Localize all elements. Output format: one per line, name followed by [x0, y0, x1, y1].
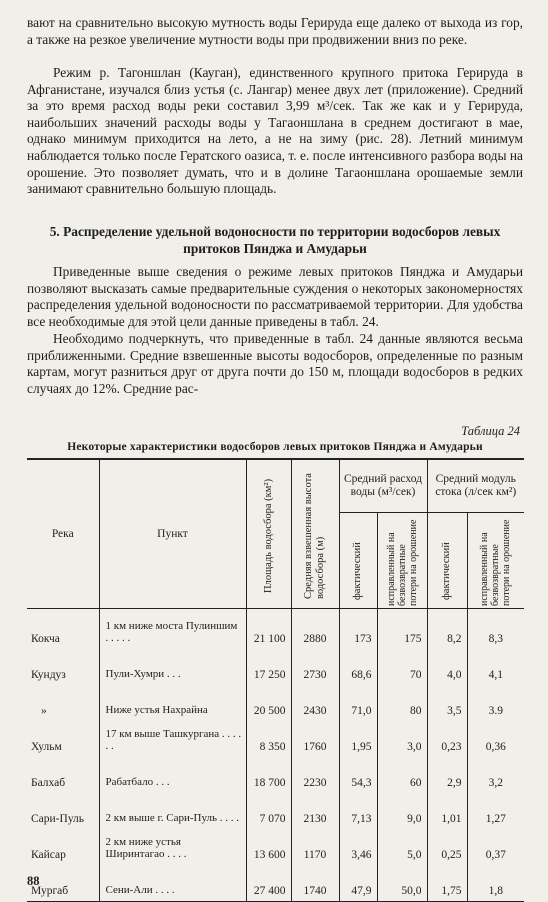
- header-discharge-corrected-text: исправленный на безвозвратные потери на орошение: [385, 519, 419, 606]
- cell-q-actual: 173: [339, 609, 377, 646]
- cell-m-actual: 0,25: [427, 825, 467, 861]
- cell-m-corrected: 3,2: [467, 753, 524, 789]
- table-title: Некоторые характеристики водосборов левых притоков Пянджа и Амударьи: [67, 441, 483, 453]
- table-row: [27, 789, 524, 825]
- paragraph-1: вают на сравнительно высокую мутность воды Герируда еще далеко от выхода из гор, а также на резкое увеличение мутности воды при продвижении вниз по реке.: [27, 15, 523, 47]
- table-row: [27, 681, 524, 717]
- cell-point: Рабатбало . . .: [99, 753, 246, 789]
- cell-point: Сени-Али . . . .: [99, 861, 246, 902]
- data-table: [27, 458, 524, 902]
- header-discharge-corrected: [377, 513, 427, 609]
- cell-q-corrected: 60: [377, 753, 427, 789]
- cell-q-corrected: 9,0: [377, 789, 427, 825]
- cell-river: Мургаб: [31, 885, 69, 897]
- cell-area: 21 100: [246, 609, 291, 646]
- header-area: [246, 459, 291, 609]
- cell-m-corrected: 8,3: [467, 609, 524, 646]
- cell-area: 7 070: [246, 789, 291, 825]
- cell-m-corrected: 4,1: [467, 645, 524, 681]
- cell-m-corrected: 0,37: [467, 825, 524, 861]
- cell-m-actual: 8,2: [427, 609, 467, 646]
- cell-river: Хульм: [31, 741, 62, 753]
- cell-height: 2430: [291, 681, 339, 717]
- table-row: [27, 753, 524, 789]
- cell-m-actual: 1,75: [427, 861, 467, 902]
- cell-m-actual: 3,5: [427, 681, 467, 717]
- table-row: [27, 717, 524, 753]
- header-point: Пункт: [99, 459, 246, 609]
- header-modulus-group: Средний модуль стока (л/сек км²): [427, 459, 524, 513]
- cell-q-actual: 3,46: [339, 825, 377, 861]
- table-row: [27, 609, 524, 646]
- cell-m-corrected: 3.9: [467, 681, 524, 717]
- cell-river: Балхаб: [31, 777, 66, 789]
- cell-point: Пули-Хумри . . .: [99, 645, 246, 681]
- cell-height: 2730: [291, 645, 339, 681]
- section-heading: 5. Распределение удельной водоносности по территории водосборов левых притоков Пянджа и Амударьи: [49, 224, 501, 256]
- cell-q-actual: 68,6: [339, 645, 377, 681]
- cell-river: Сари-Пуль: [31, 813, 85, 825]
- header-height: [291, 459, 339, 609]
- cell-q-corrected: 5,0: [377, 825, 427, 861]
- cell-q-corrected: 3,0: [377, 717, 427, 753]
- cell-river: Кундуз: [31, 669, 66, 681]
- cell-m-corrected: 1,27: [467, 789, 524, 825]
- cell-q-corrected: 80: [377, 681, 427, 717]
- cell-point: 2 км ниже устья Ширинтагао . . . .: [99, 825, 246, 861]
- cell-q-actual: 47,9: [339, 861, 377, 902]
- cell-m-actual: 1,01: [427, 789, 467, 825]
- table-row: [27, 861, 524, 902]
- cell-m-actual: 4,0: [427, 645, 467, 681]
- header-modulus-actual-text: фактический: [441, 541, 452, 600]
- table-row: [27, 825, 524, 861]
- cell-river: Кайсар: [31, 849, 66, 861]
- cell-q-actual: 7,13: [339, 789, 377, 825]
- cell-point: Ниже устья Нахрайна: [99, 681, 246, 717]
- header-discharge-actual-text: фактический: [352, 541, 363, 600]
- header-discharge-group: Средний расход воды (м³/сек): [339, 459, 427, 513]
- cell-height: 2230: [291, 753, 339, 789]
- cell-point: 17 км выше Ташкургана . . . . . .: [99, 717, 246, 753]
- header-river: Река: [27, 459, 99, 609]
- cell-river: Кокча: [31, 633, 60, 645]
- cell-height: 1740: [291, 861, 339, 902]
- cell-m-actual: 0,23: [427, 717, 467, 753]
- cell-area: 20 500: [246, 681, 291, 717]
- table-caption: Таблица 24: [461, 424, 520, 438]
- cell-q-corrected: 175: [377, 609, 427, 646]
- cell-river: »: [41, 705, 47, 717]
- cell-area: 8 350: [246, 717, 291, 753]
- cell-m-corrected: 0,36: [467, 717, 524, 753]
- cell-height: 2880: [291, 609, 339, 646]
- cell-q-actual: 1,95: [339, 717, 377, 753]
- page-number: 88: [27, 874, 40, 888]
- cell-height: 2130: [291, 789, 339, 825]
- cell-q-corrected: 70: [377, 645, 427, 681]
- header-modulus-actual: [427, 513, 467, 609]
- cell-q-actual: 71,0: [339, 681, 377, 717]
- cell-m-corrected: 1,8: [467, 861, 524, 902]
- cell-area: 13 600: [246, 825, 291, 861]
- cell-height: 1760: [291, 717, 339, 753]
- header-area-text: Площадь водосбора (км²): [262, 478, 274, 593]
- paragraph-3: Приведенные выше сведения о режиме левых притоков Пянджа и Амударьи позволяют высказать самые предварительные суждения о некоторых закономерностях распределения удельной водоносности по рассматриваемой территории. Для удобства все необходимые для этой цели данные приведены в табл. 24.: [27, 264, 523, 329]
- cell-m-actual: 2,9: [427, 753, 467, 789]
- header-modulus-corrected-text: исправленный на безвозвратные потери на орошение: [479, 519, 513, 606]
- cell-point: 2 км выше г. Сари-Пуль . . . .: [99, 789, 246, 825]
- cell-height: 1170: [291, 825, 339, 861]
- cell-area: 27 400: [246, 861, 291, 902]
- cell-q-actual: 54,3: [339, 753, 377, 789]
- cell-point: 1 км ниже моста Пулиншим . . . . .: [99, 609, 246, 646]
- table-row: [27, 645, 524, 681]
- cell-area: 18 700: [246, 753, 291, 789]
- paragraph-2: Режим р. Тагоншлан (Кауган), единственного крупного притока Герируда в Афганистане, изучался близ устья (с. Лангар) менее двух лет (приложение). Средний за это время расход воды реки составил 3,99 м³/сек. Так же как и у Герируда, наибольших значений расходы воды у Тагаоншлана в среднем достигают в мае, однако минимум приходится на лето, а не на зиму (рис. 28). Летний минимум наблюдается только после Гератского оазиса, т. е. после интенсивного разбора воды на орошение. Это позволяет думать, что и в долине Тагаоншлана орошаемые земли занимают сравнительно большую площадь.: [27, 65, 523, 197]
- header-height-text: Средняя взвешенная высота водосбора (м): [303, 473, 326, 599]
- header-discharge-actual: [339, 513, 377, 609]
- header-modulus-corrected: [467, 513, 524, 609]
- cell-area: 17 250: [246, 645, 291, 681]
- cell-q-corrected: 50,0: [377, 861, 427, 902]
- paragraph-4: Необходимо подчеркнуть, что приведенные в табл. 24 данные являются весьма приближенными. Средние взвешенные высоты водосборов, определенные по разным картам, могут разниться друг от друга почти до 150 м, площади водосборов в редких случаях до 12%. Средние рас-: [27, 331, 523, 396]
